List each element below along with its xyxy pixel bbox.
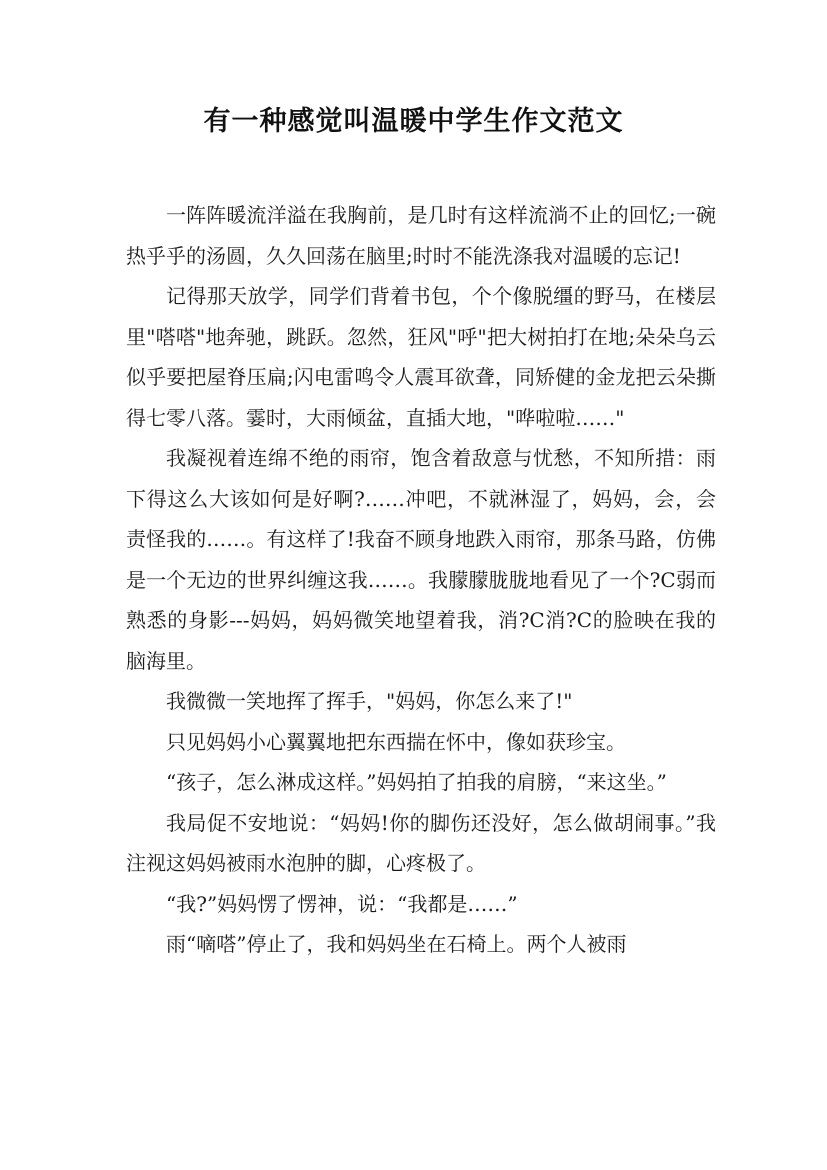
paragraph-5: 只见妈妈小心翼翼地把东西揣在怀中，像如获珍宝。 — [166, 729, 626, 754]
paragraph-1: 一阵阵暖流洋溢在我胸前，是几时有这样流淌不止的回忆;一碗热乎乎的汤圆，久久回荡在脑里;时时不能洗涤我对温暖的忘记! — [126, 203, 716, 268]
paragraph-6: “孩子，怎么淋成这样。”妈妈拍了拍我的肩膀，“来这坐。” — [166, 770, 667, 794]
paragraph-4: 我微微一笑地挥了挥手，"妈妈，你怎么来了!" — [166, 689, 573, 713]
paragraph-8: “我?”妈妈愣了愣神，说：“我都是……” — [166, 891, 518, 916]
paragraph-2: 记得那天放学，同学们背着书包，个个像脱缰的野马，在楼层里"嗒嗒"地奔驰，跳跃。忽然，狂风"呼"把大树拍打在地;朵朵乌云似乎要把屋脊压扁;闪电雷鸣令人震耳欲聋，同矫健的金龙把云朵撕得七零八落。霎时，大雨倾盆，直插大地，"哗啦啦……" — [126, 284, 716, 430]
paragraph-9: 雨“嘀嗒”停止了，我和妈妈坐在石椅上。两个人被雨 — [166, 932, 627, 956]
document-title: 有一种感觉叫温暖中学生作文范文 — [203, 106, 624, 137]
document-body — [126, 195, 716, 965]
paragraph-7: 我局促不安地说：“妈妈!你的脚伤还没好，怎么做胡闹事。”我注视这妈妈被雨水泡肿的脚，心疼极了。 — [126, 810, 716, 875]
paragraph-3: 我凝视着连绵不绝的雨帘，饱含着敌意与忧愁，不知所措：雨下得这么大该如何是好啊?……冲吧，不就淋湿了，妈妈，会，会责怪我的……。有这样了!我奋不顾身地跌入雨帘，那条马路，仿佛是一个无边的世界纠缠这我……。我朦朦胧胧地看见了一个?C弱而熟悉的身影---妈妈，妈妈微笑地望着我，消?C消?C的脸映在我的脑海里。 — [126, 446, 716, 673]
